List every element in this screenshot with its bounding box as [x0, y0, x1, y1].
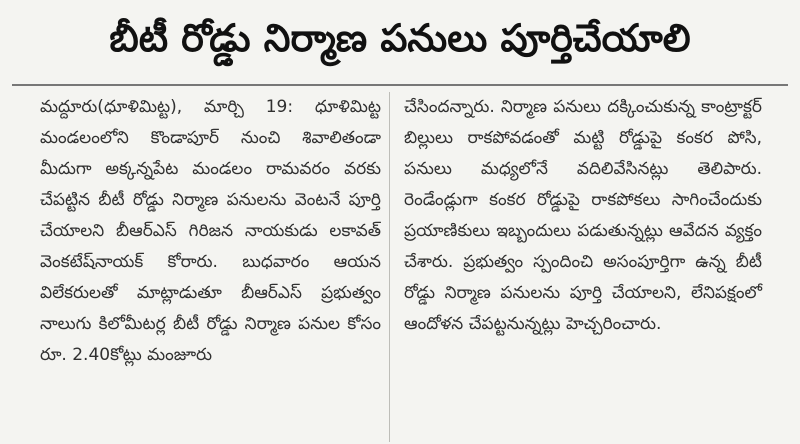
headline-divider	[12, 84, 788, 86]
article-body	[10, 92, 790, 442]
column-right-text: చేసిందన్నారు. నిర్మాణ పనులు దక్కించుకున్న కాంట్రాక్టర్ బిల్లులు రాకపోవడంతో మట్టి రోడ్డుపై కంకర పోసి, పనులు మధ్యలోనే వదిలివేసినట్లు తెలిపారు. రెండేండ్లుగా కంకర రోడ్డుపై రాకపోకలు సాగించేందుకు ప్రయాణికులు ఇబ్బందులు పడుతున్నట్లు ఆవేదన వ్యక్తం చేశారు. ప్రభుత్వం స్పందించి అసంపూర్తిగా ఉన్న బీటీ రోడ్డు నిర్మాణ పనులను పూర్తి చేయాలని, లేనిపక్షంలో ఆందోళన చేపట్టనున్నట్లు హెచ్చరించారు.	[404, 97, 762, 334]
article-column-left	[10, 92, 390, 442]
article-column-right	[390, 92, 770, 442]
column-left-text: మద్దూరు(ధూళిమిట్ట), మార్చి 19: ధూళిమిట్ట మండలంలోని కొండాపూర్ నుంచి శివాలితండా మీదుగా అక్కన్నపేట మండలం రామవరం వరకు చేపట్టిన బీటీ రోడ్డు నిర్మాణ పనులను వెంటనే పూర్తి చేయాలని బీఆర్ఎస్ గిరిజన నాయకుడు లకావత్ వెంకటేష్‌నాయక్ కోరారు. బుధవారం ఆయన విలేకరులతో మాట్లాడుతూ బీఆర్ఎస్ ప్రభుత్వం నాలుగు కిలోమీటర్ల బీటీ రోడ్డు నిర్మాణ పనుల కోసం రూ. 2.40కోట్లు మంజూరు	[40, 97, 381, 365]
article-headline: బీటీ రోడ్డు నిర్మాణ పనులు పూర్తిచేయాలి	[109, 16, 691, 60]
